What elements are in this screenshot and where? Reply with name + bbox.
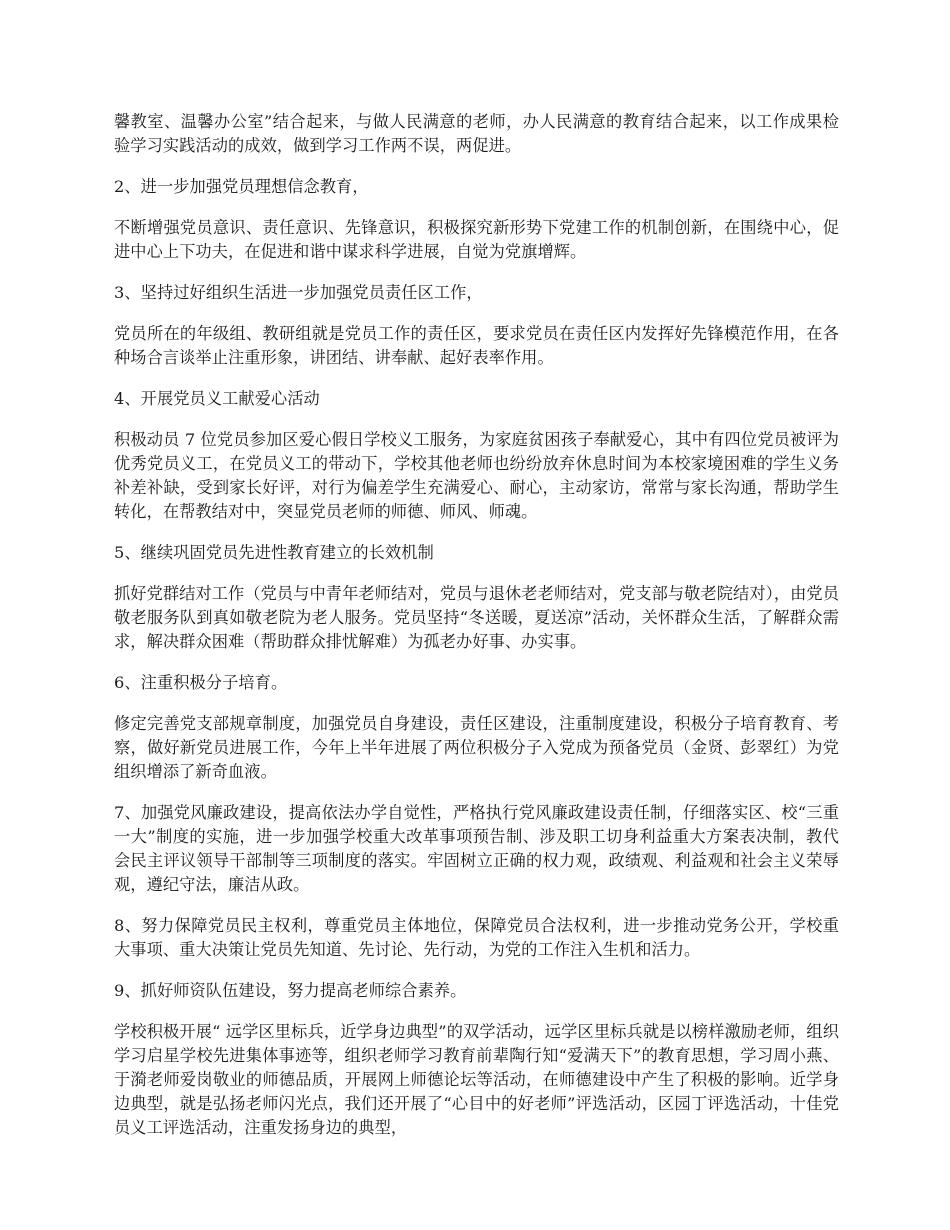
document-page: [114, 110, 839, 1157]
paragraph: 不断增强党员意识、责任意识、先锋意识，积极探究新形势下党建工作的机制创新，在围绕中心，促进中心上下功夫，在促进和谐中谋求科学进展，自觉为党旗增辉。: [114, 218, 839, 261]
paragraph: 学校积极开展“ 远学区里标兵，近学身边典型”的双学活动，远学区里标兵就是以榜样激励老师，组织学习启星学校先进集体事迹等，组织老师学习教育前辈陶行知“爱满天下”的教育思想，学习周小燕、于漪老师爱岗敬业的师德品质，开展网上师德论坛等活动，在师德建设中产生了积极的影响。近学身边典型，就是弘扬老师闪光点，我们还开展了“心目中的好老师”评选活动，区园丁评选活动，十佳党员义工评选活动，注重发扬身边的典型，: [114, 1022, 839, 1137]
section-heading: 4、开展党员义工献爱心活动: [114, 389, 320, 408]
paragraph: 8、努力保障党员民主权利，尊重党员主体地位，保障党员合法权利，进一步推动党务公开，学校重大事项、重大决策让党员先知道、先讨论、先行动，为党的工作注入生机和活力。: [114, 916, 839, 959]
paragraph: 馨教室、温馨办公室”结合起来，与做人民满意的老师，办人民满意的教育结合起来，以工作成果检验学习实践活动的成效，做到学习工作两不误，两促进。: [114, 112, 839, 155]
section-heading: 3、坚持过好组织生活进一步加强党员责任区工作，: [114, 283, 483, 302]
paragraph: 积极动员 7 位党员参加区爱心假日学校义工服务，为家庭贫困孩子奉献爱心，其中有四位党员被评为优秀党员义工，在党员义工的带动下，学校其他老师也纷纷放弃休息时间为本校家境困难的学生义务补差补缺，受到家长好评，对行为偏差学生充满爱心、耐心，主动家访，常常与家长沟通，帮助学生转化，在帮教结对中，突显党员老师的师德、师风、师魂。: [114, 430, 839, 521]
section-heading: 6、注重积极分子培育。: [114, 673, 288, 692]
paragraph: 党员所在的年级组、教研组就是党员工作的责任区，要求党员在责任区内发挥好先锋模范作用，在各种场合言谈举止注重形象，讲团结、讲奉献、起好表率作用。: [114, 324, 839, 367]
section-heading: 2、进一步加强党员理想信念教育，: [114, 177, 369, 196]
paragraph: 抓好党群结对工作（党员与中青年老师结对，党员与退休老老师结对，党支部与敬老院结对），由党员敬老服务队到真如敬老院为老人服务。党员坚持“冬送暖，夏送凉”活动，关怀群众生活，了解群众需求，解决群众困难（帮助群众排忧解难）为孤老办好事、办实事。: [114, 584, 839, 651]
section-heading: 5、继续巩固党员先进性教育建立的长效机制: [114, 543, 434, 562]
section-heading: 9、抓好师资队伍建设，努力提高老师综合素养。: [114, 981, 467, 1000]
paragraph: 修定完善党支部规章制度，加强党员自身建设，责任区建设，注重制度建设，积极分子培育教育、考察，做好新党员进展工作，今年上半年进展了两位积极分子入党成为预备党员（金贤、彭翠红）为党组织增添了新奇血液。: [114, 714, 839, 781]
paragraph: 7、加强党风廉政建设，提高依法办学自觉性，严格执行党风廉政建设责任制，仔细落实区、校“三重一大”制度的实施，进一步加强学校重大改革事项预告制、涉及职工切身利益重大方案表决制，教代会民主评议领导干部制等三项制度的落实。牢固树立正确的权力观，政绩观、利益观和社会主义荣辱观，遵纪守法，廉洁从政。: [114, 803, 839, 894]
